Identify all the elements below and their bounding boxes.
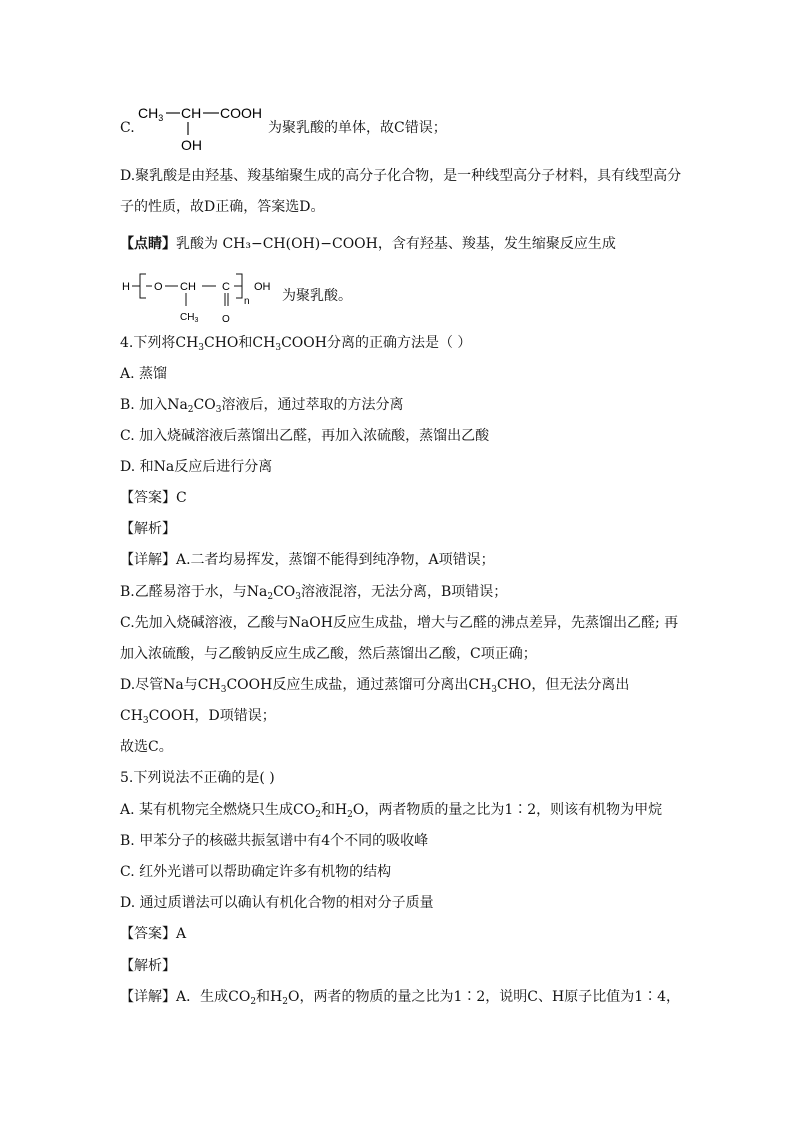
q5-option-a: A. 某有机物完全燃烧只生成$CO_2$和$H_2O$，两者物质的量之比为1∶2，则该有机物为甲烷 xyxy=(120,802,663,820)
tip-label: 【点睛】 xyxy=(120,236,176,252)
q4-option-d: D. 和Na反应后进行分离 xyxy=(120,459,273,475)
q5-option-b: B. 甲苯分子的核磁共振氢谱中有4个不同的吸收峰 xyxy=(120,833,429,849)
q4-option-b: B. 加入$Na_2CO_3$溶液后，通过萃取的方法分离 xyxy=(120,397,404,415)
q4-explain-c2: 加入浓硫酸，与乙酸钠反应生成乙酸，然后蒸馏出乙酸，C项正确； xyxy=(120,646,537,662)
q4-explain-c1: C.先加入烧碱溶液，乙酸与NaOH反应生成盐，增大与乙醛的沸点差异，先蒸馏出乙醛; 再 xyxy=(120,615,679,631)
q5-analysis-label: 【解析】 xyxy=(120,958,176,974)
mol2-ch: CH xyxy=(180,281,196,293)
poly-suffix: 为聚乳酸。 xyxy=(282,288,352,304)
lactic-acid-structure xyxy=(136,100,266,154)
q5-option-d: D. 通过质谱法可以确认有机化合物的相对分子质量 xyxy=(120,895,434,911)
lactic-acid-svg xyxy=(136,100,266,154)
mol2-h: H xyxy=(122,281,130,293)
tip-line xyxy=(120,234,616,254)
mol1-ch3: $CH_3$ xyxy=(138,105,164,123)
polylactic-acid-structure xyxy=(120,268,290,328)
polylactic-acid-svg xyxy=(120,268,290,328)
mol2-o: O xyxy=(154,281,163,293)
q4-answer: 【答案】C xyxy=(120,490,187,506)
mol2-n: n xyxy=(244,296,250,307)
tip-text2: ，含有羟基、羧基，发生缩聚反应生成 xyxy=(377,236,616,252)
mol1-cooh: COOH xyxy=(220,105,262,121)
q4-analysis-label: 【解析】 xyxy=(120,521,176,537)
q4-stem: 4.下列将$CH_3CHO$和$CH_3COOH$分离的正确方法是（ ） xyxy=(120,335,472,353)
mol2-c: C xyxy=(222,281,230,293)
option-d-line1: D.聚乳酸是由羟基、羧基缩聚生成的高分子化合物，是一种线型高分子材料，具有线型高分 xyxy=(120,168,682,184)
q4-conclusion: 故选C。 xyxy=(120,739,173,755)
mol2-ch3: $CH_3$ xyxy=(180,312,199,324)
mol1-oh: OH xyxy=(181,137,202,153)
q4-explain-a: 【详解】A.二者均易挥发，蒸馏不能得到纯净物，A项错误； xyxy=(120,552,495,568)
q4-explain-d2: $CH_3COOH$，D项错误； xyxy=(120,708,276,726)
tip-formula: CH₃−CH(OH)−COOH xyxy=(222,236,378,252)
q5-option-c: C. 红外光谱可以帮助确定许多有机物的结构 xyxy=(120,864,392,880)
option-d-line2: 子的性质，故D正确，答案选D。 xyxy=(120,199,325,215)
mol2-oh: OH xyxy=(254,281,271,293)
q4-option-c: C. 加入烧碱溶液后蒸馏出乙醛，再加入浓硫酸，蒸馏出乙酸 xyxy=(120,428,490,444)
q4-explain-b: B.乙醛易溶于水，与$Na_2CO_3$溶液混溶，无法分离，B项错误； xyxy=(120,584,508,602)
q5-answer: 【答案】A xyxy=(120,926,187,942)
q5-stem: 5.下列说法不正确的是( ) xyxy=(120,770,275,786)
q5-explain-a: 【详解】A．生成$CO_2$和$H_2O$，两者的物质的量之比为1∶2，说明C、H原子比值为1∶4， xyxy=(120,989,681,1007)
mol2-o2: O xyxy=(222,314,230,325)
tip-text1: 乳酸为 xyxy=(176,236,218,252)
mol1-ch: CH xyxy=(181,105,202,121)
q4-option-a: A. 蒸馏 xyxy=(120,366,168,382)
option-c-prefix: C. xyxy=(120,120,135,136)
q4-explain-d1: D.尽管Na与$CH_3COOH$反应生成盐，通过蒸馏可分离出$CH_3CHO$，但无法分离出 xyxy=(120,677,630,695)
option-c-text: 为聚乳酸的单体，故C错误； xyxy=(268,120,447,136)
